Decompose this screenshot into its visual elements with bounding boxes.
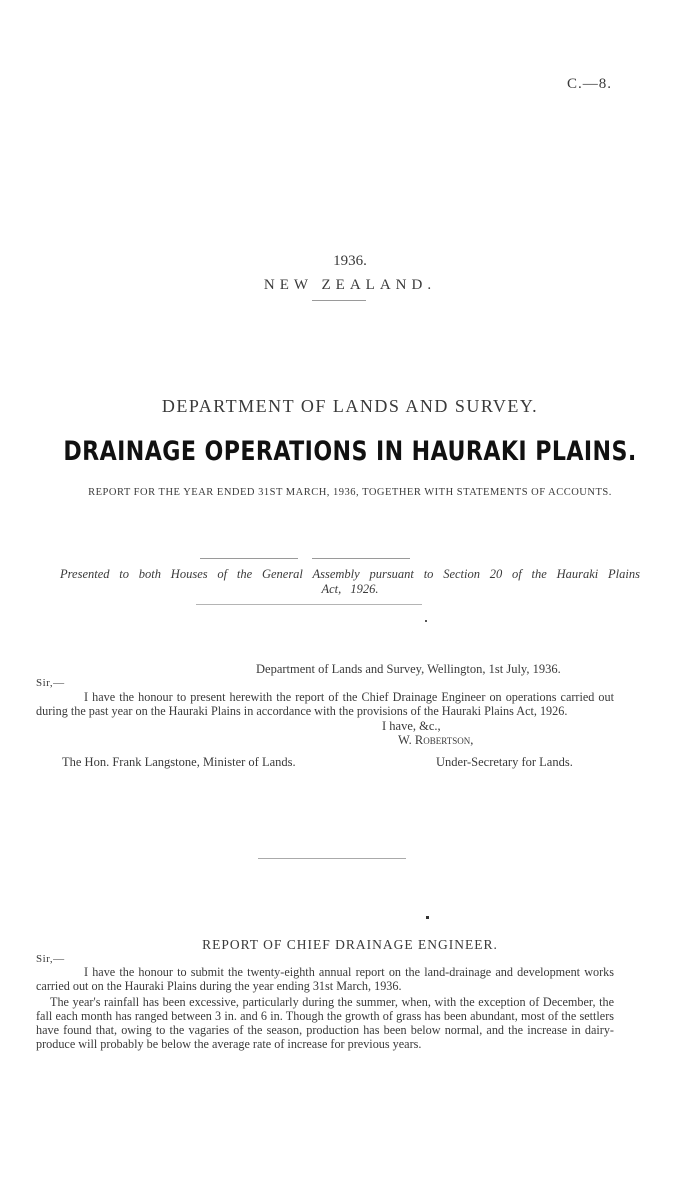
letter-body	[36, 690, 614, 719]
paper-code: C.—8.	[566, 76, 612, 92]
speck-mark	[426, 916, 429, 919]
letter-dateline: Department of Lands and Survey, Wellington, 1st July, 1936.	[256, 662, 561, 676]
divider	[258, 858, 406, 859]
report-body	[36, 965, 614, 1052]
speck-mark	[425, 620, 427, 622]
letter-closing: I have, &c.,	[382, 719, 441, 733]
divider	[196, 604, 422, 605]
presentation-note: Presented to both Houses of the General Assembly pursuant to Section 20 of the Hauraki Plains Act, 1926.	[60, 567, 640, 596]
report-heading: REPORT OF CHIEF DRAINAGE ENGINEER.	[202, 937, 498, 952]
year: 1936.	[333, 253, 367, 269]
letter-addressee: The Hon. Frank Langstone, Minister of Lands.	[62, 755, 296, 769]
document-subtitle: REPORT FOR THE YEAR ENDED 31ST MARCH, 1936, TOGETHER WITH STATEMENTS OF ACCOUNTS.	[88, 487, 612, 498]
divider	[200, 558, 298, 559]
report-paragraph: I have the honour to submit the twenty-eighth annual report on the land-drainage and development works carried out on the Hauraki Plains during the year ending 31st March, 1936.	[36, 965, 614, 994]
department: DEPARTMENT OF LANDS AND SURVEY.	[161, 396, 539, 416]
report-paragraph: The year's rainfall has been excessive, particularly during the summer, when, with the exception of December, the fall each month has ranged between 3 in. and 6 in. Though the growth of grass has been abundant, most of the settlers have found that, owing to the vagaries of the season, production has been below normal, and the increase in dairy-produce will probably be below the average rate of increase for previous years.	[36, 994, 614, 1052]
report-salutation: Sir,—	[36, 953, 65, 965]
letter-paragraph: I have the honour to present herewith the report of the Chief Drainage Engineer on operations carried out during the past year on the Hauraki Plains in accordance with the provisions of the Hauraki Plains Act, 1926.	[36, 690, 614, 719]
letter-signer: W. Robertson,	[398, 733, 474, 747]
signer-title: Under-Secretary for Lands.	[436, 755, 573, 769]
document-title: DRAINAGE OPERATIONS IN HAURAKI PLAINS.	[63, 436, 637, 467]
country: NEW ZEALAND.	[263, 277, 437, 293]
divider	[312, 558, 410, 559]
divider	[312, 300, 366, 301]
letter-salutation: Sir,—	[36, 677, 65, 689]
